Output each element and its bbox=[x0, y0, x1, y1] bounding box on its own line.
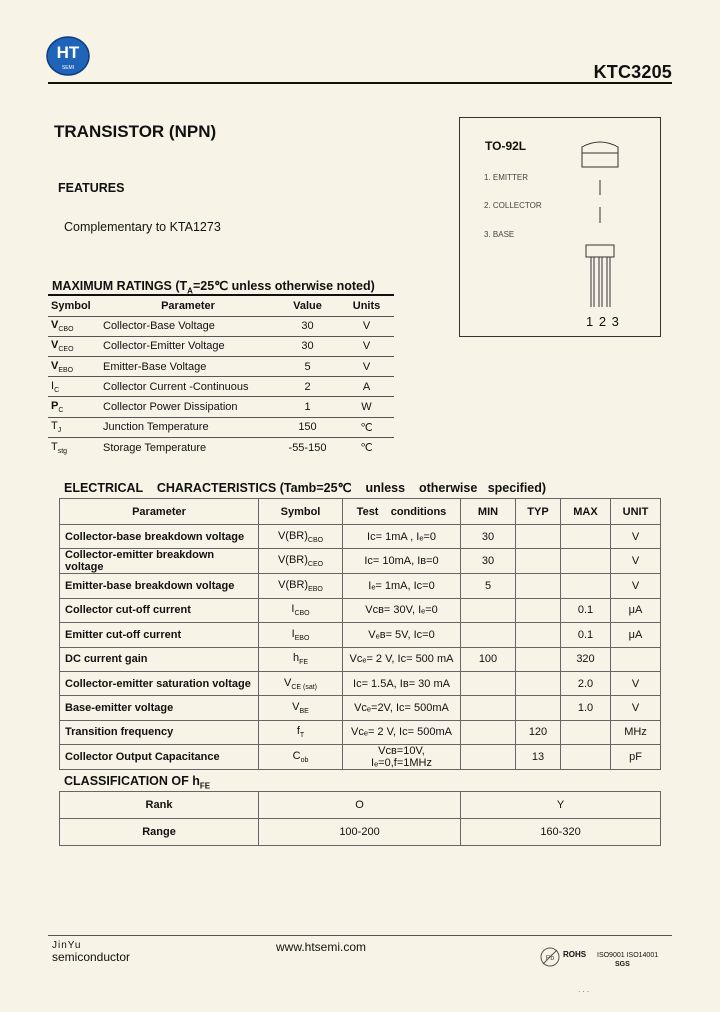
footer-dots: . . . bbox=[578, 985, 590, 994]
col-header-symbol: Symbol bbox=[259, 499, 343, 525]
value-cell: 2 bbox=[276, 377, 339, 397]
range-o-cell: 100-200 bbox=[259, 819, 461, 846]
parameter-cell: Collector-Base Voltage bbox=[100, 316, 276, 336]
to92l-package-drawing bbox=[560, 135, 640, 315]
range-y-cell: 160-320 bbox=[461, 819, 661, 846]
electrical-table bbox=[59, 498, 661, 770]
unit-cell: μA bbox=[611, 598, 661, 622]
rank-y-cell: Y bbox=[461, 792, 661, 819]
table-row bbox=[48, 377, 394, 397]
unit-cell: A bbox=[339, 377, 394, 397]
min-cell bbox=[461, 671, 516, 695]
electrical-heading: ELECTRICAL CHARACTERISTICS (Tamb=25℃ unless otherwise specified) bbox=[64, 481, 547, 495]
symbol-cell: $V(BR)_{CEO}$ bbox=[259, 549, 343, 574]
parameter-cell: Collector-emitter saturation voltage bbox=[60, 671, 259, 695]
col-header-value: Value bbox=[276, 296, 339, 316]
table-row bbox=[60, 598, 661, 622]
symbol-cell: $V_{CEO}$ bbox=[48, 336, 100, 356]
parameter-cell: Collector-base breakdown voltage bbox=[60, 525, 259, 549]
min-cell: 5 bbox=[461, 574, 516, 598]
max-cell bbox=[561, 745, 611, 770]
symbol-cell: $P_C$ bbox=[48, 397, 100, 417]
col-header-min: MIN bbox=[461, 499, 516, 525]
part-number: KTC3205 bbox=[593, 62, 672, 82]
min-cell bbox=[461, 598, 516, 622]
symbol-cell: $I_{CBO}$ bbox=[259, 598, 343, 622]
table-row bbox=[60, 623, 661, 647]
col-header-unit: UNIT bbox=[611, 499, 661, 525]
parameter-cell: Collector-Emitter Voltage bbox=[100, 336, 276, 356]
unit-cell: ℃ bbox=[339, 417, 394, 437]
typ-cell bbox=[516, 549, 561, 574]
unit-cell: V bbox=[339, 336, 394, 356]
unit-cell: V bbox=[339, 316, 394, 336]
unit-cell: MHz bbox=[611, 720, 661, 744]
value-cell: 1 bbox=[276, 397, 339, 417]
symbol-cell: $h_{FE}$ bbox=[259, 647, 343, 671]
symbol-cell: $V(BR)_{EBO}$ bbox=[259, 574, 343, 598]
unit-cell bbox=[611, 647, 661, 671]
unit-cell: V bbox=[611, 549, 661, 574]
table-row bbox=[60, 525, 661, 549]
typ-cell bbox=[516, 598, 561, 622]
footer-rule bbox=[48, 935, 672, 936]
value-cell: 5 bbox=[276, 357, 339, 377]
table-row bbox=[60, 549, 661, 574]
col-header-units: Units bbox=[339, 296, 394, 316]
company-subtitle: semiconductor bbox=[52, 950, 131, 964]
table-row bbox=[60, 574, 661, 598]
condition-cell: Vᴄʙ= 30V, Iₑ=0 bbox=[343, 598, 461, 622]
parameter-cell: Collector-emitter breakdown voltage bbox=[60, 549, 259, 574]
table-row bbox=[60, 819, 661, 846]
condition-cell: Vᴄₑ= 2 V, Iᴄ= 500mA bbox=[343, 720, 461, 744]
table-header-row bbox=[60, 499, 661, 525]
max-cell bbox=[561, 720, 611, 744]
pin-label-2: 2. COLLECTOR bbox=[484, 201, 542, 210]
typ-cell: 120 bbox=[516, 720, 561, 744]
value-cell: -55-150 bbox=[288, 441, 327, 454]
parameter-cell: Storage Temperature bbox=[103, 441, 207, 454]
symbol-cell: $f_T$ bbox=[259, 720, 343, 744]
typ-cell bbox=[516, 623, 561, 647]
col-header-parameter: Parameter bbox=[100, 296, 276, 316]
symbol-cell: $I_{EBO}$ bbox=[259, 623, 343, 647]
unit-cell: V bbox=[611, 696, 661, 720]
unit-cell: ℃ bbox=[360, 442, 373, 455]
classification-table bbox=[59, 791, 661, 846]
condition-cell: Vᴄʙ=10V, Iₑ=0,f=1MHz bbox=[343, 745, 461, 770]
row-label-range: Range bbox=[60, 819, 259, 846]
typ-cell: 13 bbox=[516, 745, 561, 770]
table-row bbox=[48, 417, 394, 437]
max-cell bbox=[561, 574, 611, 598]
min-cell bbox=[461, 720, 516, 744]
value-cell: 30 bbox=[276, 336, 339, 356]
classification-heading: CLASSIFICATION OF $h_{FE}$ bbox=[64, 774, 211, 791]
unit-cell: W bbox=[339, 397, 394, 417]
table-header-row bbox=[48, 296, 394, 316]
condition-cell: Vᴄₑ=2V, Iᴄ= 500mA bbox=[343, 696, 461, 720]
max-cell bbox=[561, 525, 611, 549]
table-row bbox=[60, 720, 661, 744]
parameter-cell: Junction Temperature bbox=[100, 417, 276, 437]
min-cell: 100 bbox=[461, 647, 516, 671]
table-row bbox=[60, 792, 661, 819]
value-cell: 30 bbox=[276, 316, 339, 336]
company-name: JinYu bbox=[52, 940, 82, 951]
max-ratings-heading: MAXIMUM RATINGS ($T_A=25℃$ unless otherwise noted) bbox=[52, 279, 375, 296]
table-row bbox=[48, 397, 394, 417]
unit-cell: V bbox=[611, 525, 661, 549]
sgs-label: SGS bbox=[615, 961, 630, 968]
parameter-cell: Emitter-Base Voltage bbox=[100, 357, 276, 377]
website-link[interactable]: www.htsemi.com bbox=[276, 940, 367, 954]
parameter-cell: Emitter cut-off current bbox=[60, 623, 259, 647]
iso-label: ISO9001 ISO14001 bbox=[597, 952, 659, 959]
typ-cell bbox=[516, 696, 561, 720]
unit-cell: V bbox=[611, 671, 661, 695]
table-row bbox=[60, 745, 661, 770]
logo-text: HT bbox=[56, 43, 80, 62]
svg-text:Pb: Pb bbox=[545, 955, 555, 962]
col-header-conditions: Test conditions bbox=[343, 499, 461, 525]
symbol-cell: $V_{EBO}$ bbox=[48, 357, 100, 377]
max-cell: 0.1 bbox=[561, 598, 611, 622]
pin-label-3: 3. BASE bbox=[484, 230, 515, 239]
parameter-cell: Emitter-base breakdown voltage bbox=[60, 574, 259, 598]
unit-cell: pF bbox=[611, 745, 661, 770]
col-header-parameter: Parameter bbox=[60, 499, 259, 525]
min-cell: 30 bbox=[461, 549, 516, 574]
min-cell bbox=[461, 696, 516, 720]
header-rule bbox=[48, 82, 672, 84]
condition-cell: Ic= 1mA , Iₑ=0 bbox=[343, 525, 461, 549]
symbol-cell: $V_{CBO}$ bbox=[48, 316, 100, 336]
condition-cell: Iᴄ= 1.5A, Iʙ= 30 mA bbox=[343, 671, 461, 695]
company-logo bbox=[46, 36, 90, 76]
table-row bbox=[60, 647, 661, 671]
col-header-symbol: Symbol bbox=[48, 296, 100, 316]
min-cell bbox=[461, 623, 516, 647]
table-row bbox=[48, 437, 394, 457]
page-title: TRANSISTOR (NPN) bbox=[54, 122, 217, 141]
package-name: TO-92L bbox=[485, 139, 527, 153]
max-cell: 2.0 bbox=[561, 671, 611, 695]
unit-cell: μA bbox=[611, 623, 661, 647]
min-cell: 30 bbox=[461, 525, 516, 549]
max-ratings-table bbox=[48, 296, 394, 458]
logo-subtext: SEMI bbox=[61, 65, 75, 71]
col-header-typ: TYP bbox=[516, 499, 561, 525]
parameter-cell: Collector cut-off current bbox=[60, 598, 259, 622]
typ-cell bbox=[516, 525, 561, 549]
parameter-cell: Transition frequency bbox=[60, 720, 259, 744]
col-header-max: MAX bbox=[561, 499, 611, 525]
symbol-cell: $I_C$ bbox=[48, 377, 100, 397]
max-cell: 320 bbox=[561, 647, 611, 671]
symbol-cell: $V(BR)_{CBO}$ bbox=[259, 525, 343, 549]
parameter-cell: Collector Output Capacitance bbox=[60, 745, 259, 770]
unit-cell: V bbox=[611, 574, 661, 598]
symbol-cell: $C_{ob}$ bbox=[259, 745, 343, 770]
parameter-cell: DC current gain bbox=[60, 647, 259, 671]
table-row bbox=[48, 316, 394, 336]
features-text: Complementary to KTA1273 bbox=[64, 220, 221, 234]
condition-cell: Iₑ= 1mA, Iᴄ=0 bbox=[343, 574, 461, 598]
symbol-cell: $T_J$ bbox=[48, 417, 100, 437]
max-cell: 1.0 bbox=[561, 696, 611, 720]
symbol-cell: $V_{BE}$ bbox=[259, 696, 343, 720]
pin-numbers: 1 2 3 bbox=[586, 314, 620, 329]
min-cell bbox=[461, 745, 516, 770]
typ-cell bbox=[516, 574, 561, 598]
typ-cell bbox=[516, 671, 561, 695]
table-row bbox=[60, 671, 661, 695]
parameter-cell: Collector Power Dissipation bbox=[100, 397, 276, 417]
max-cell: 0.1 bbox=[561, 623, 611, 647]
unit-cell: V bbox=[339, 357, 394, 377]
max-cell bbox=[561, 549, 611, 574]
condition-cell: Iᴄ= 10mA, Iʙ=0 bbox=[343, 549, 461, 574]
symbol-cell: $T_{stg}$ bbox=[51, 440, 68, 455]
row-label-rank: Rank bbox=[60, 792, 259, 819]
rohs-label: ROHS bbox=[563, 950, 587, 959]
table-row bbox=[60, 696, 661, 720]
value-cell: 150 bbox=[276, 417, 339, 437]
condition-cell: Vᴄₑ= 2 V, Iᴄ= 500 mA bbox=[343, 647, 461, 671]
features-heading: FEATURES bbox=[58, 181, 125, 195]
typ-cell bbox=[516, 647, 561, 671]
condition-cell: Vₑʙ= 5V, Iᴄ=0 bbox=[343, 623, 461, 647]
parameter-cell: Collector Current -Continuous bbox=[100, 377, 276, 397]
pin-label-1: 1. EMITTER bbox=[484, 173, 529, 182]
parameter-cell: Base-emitter voltage bbox=[60, 696, 259, 720]
table-row bbox=[48, 357, 394, 377]
rank-o-cell: O bbox=[259, 792, 461, 819]
symbol-cell: $V_{CE (sat)}$ bbox=[259, 671, 343, 695]
table-row bbox=[48, 336, 394, 356]
